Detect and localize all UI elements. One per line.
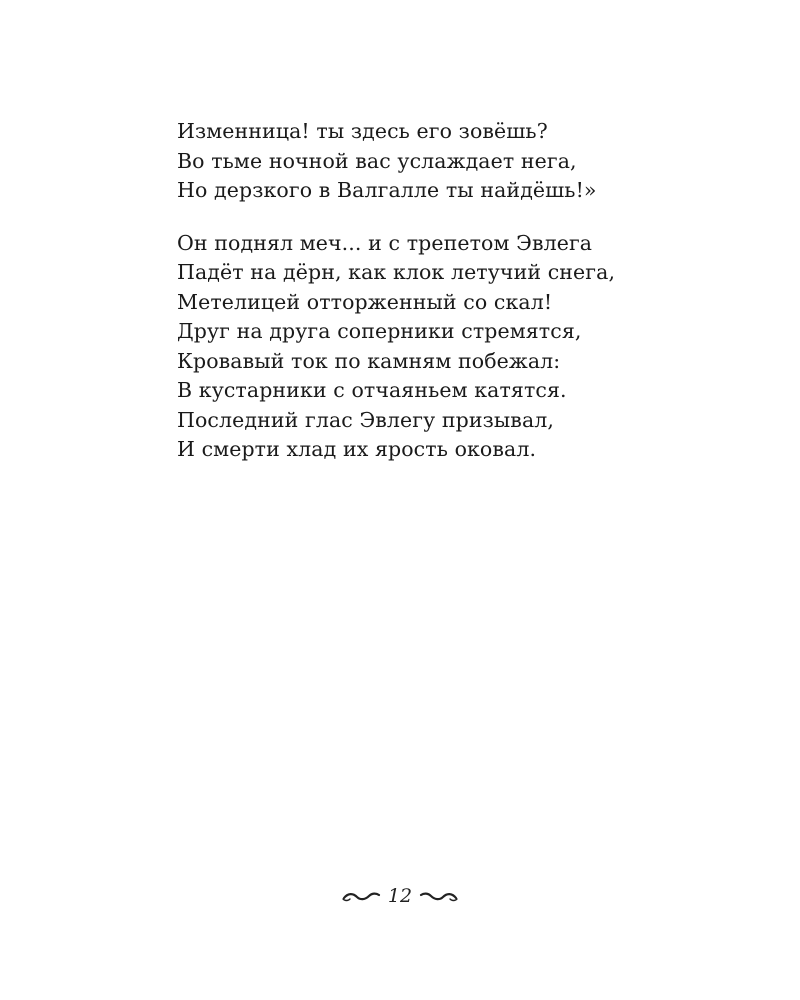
poem-text bbox=[177, 117, 737, 465]
verse-line: Кровавый ток по камням побежал: bbox=[177, 348, 561, 373]
verse-line: И смерти хлад их ярость оковал. bbox=[177, 437, 537, 461]
verse-line: Изменница! ты здесь его зовёшь? bbox=[177, 119, 548, 143]
swash-ornament-right-icon bbox=[418, 889, 458, 903]
page-number: 12 bbox=[387, 884, 413, 907]
verse-line: Последний глас Эвлегу призывал, bbox=[177, 407, 555, 432]
stanza-1 bbox=[177, 117, 737, 206]
verse-line: Но дерзкого в Валгалле ты найдёшь!» bbox=[177, 178, 597, 202]
verse-line: Метелицей отторженный со скал! bbox=[177, 289, 553, 314]
page-footer bbox=[0, 881, 800, 911]
verse-line: Друг на друга соперники стремятся, bbox=[177, 319, 582, 343]
swash-ornament-left-icon bbox=[342, 889, 382, 903]
verse-line: Падёт на дёрн, как клок летучий снега, bbox=[177, 260, 616, 284]
verse-line: Он поднял меч... и с трепетом Эвлега bbox=[177, 230, 593, 255]
stanza-2 bbox=[177, 229, 737, 465]
verse-line: В кустарники с отчаяньем катятся. bbox=[177, 378, 567, 402]
verse-line: Во тьме ночной вас услаждает нега, bbox=[177, 148, 577, 173]
